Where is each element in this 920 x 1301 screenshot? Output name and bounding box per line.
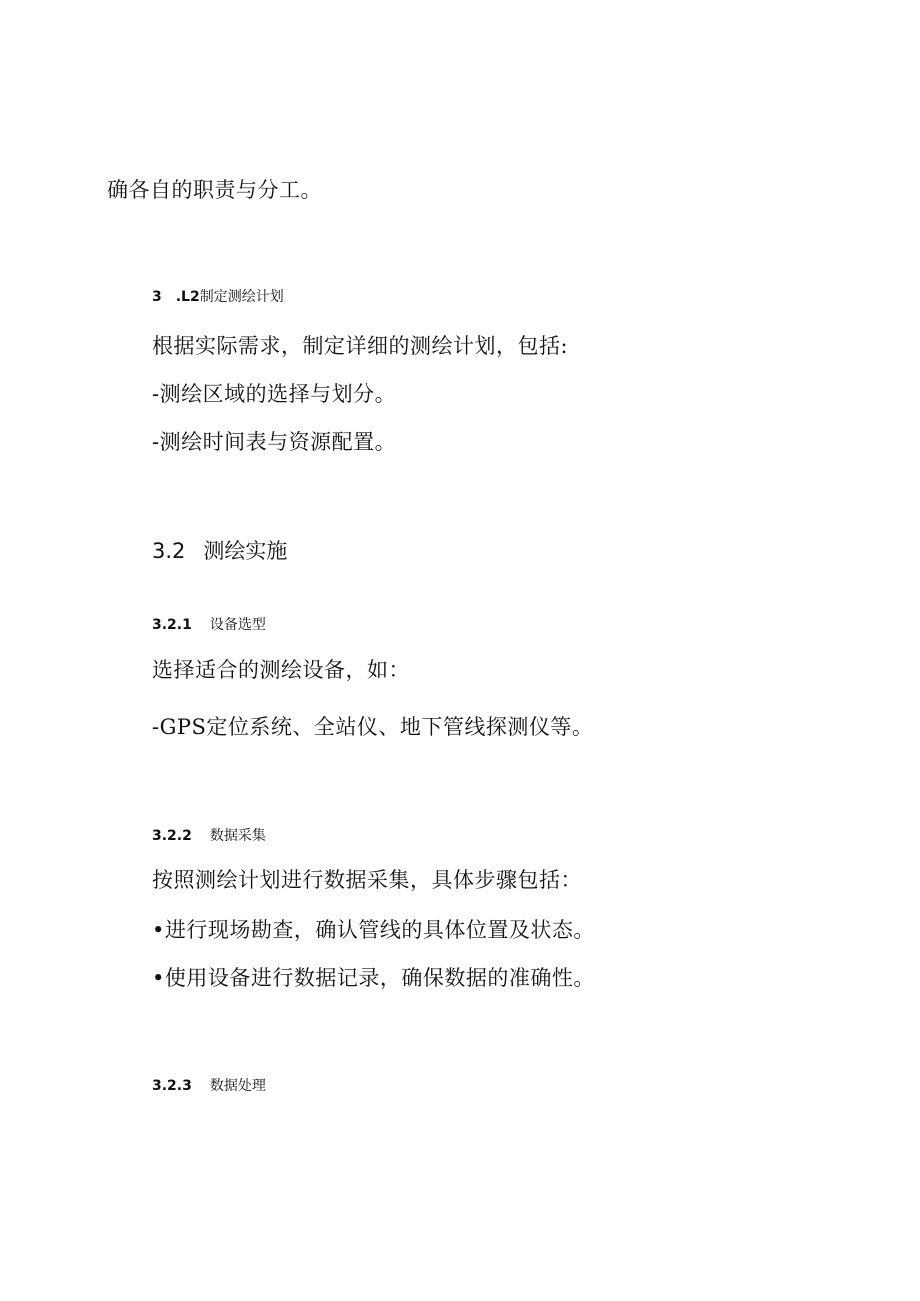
paragraph-intro-plan: 根据实际需求，制定详细的测绘计划，包括: bbox=[152, 334, 569, 358]
heading-number: 3.2 bbox=[152, 539, 186, 563]
heading-number: 3.2.3 bbox=[152, 1078, 192, 1094]
list-item: -测绘区域的选择与划分。 bbox=[152, 382, 397, 406]
heading-3-1-2 bbox=[152, 290, 284, 304]
paragraph-continuation: 确各自的职责与分工。 bbox=[107, 178, 322, 202]
heading-title: 数据采集 bbox=[209, 828, 266, 844]
list-item: -测绘时间表与资源配置。 bbox=[152, 430, 397, 454]
paragraph-collection-intro: 按照测绘计划进行数据采集，具体步骤包括： bbox=[152, 868, 582, 892]
bullet-item: •使用设备进行数据记录，确保数据的准确性。 bbox=[152, 966, 595, 990]
heading-title: 设备选型 bbox=[209, 617, 266, 633]
heading-3-2-2 bbox=[152, 829, 266, 843]
paragraph-equipment-intro: 选择适合的测绘设备，如： bbox=[152, 658, 410, 682]
heading-title: 制定测绘计划 bbox=[199, 289, 284, 305]
heading-title: 测绘实施 bbox=[203, 539, 288, 563]
list-item: -GPS定位系统、全站仪、地下管线探测仪等。 bbox=[152, 715, 594, 739]
heading-number: 3.2.1 bbox=[152, 617, 192, 633]
bullet-item: •进行现场勘查，确认管线的具体位置及状态。 bbox=[152, 918, 595, 942]
heading-number: 3 .L2 bbox=[152, 289, 200, 305]
heading-3-2-3 bbox=[152, 1079, 266, 1093]
heading-3-2 bbox=[152, 541, 287, 562]
heading-number: 3.2.2 bbox=[152, 828, 192, 844]
heading-title: 数据处理 bbox=[209, 1078, 266, 1094]
heading-3-2-1 bbox=[152, 618, 266, 632]
